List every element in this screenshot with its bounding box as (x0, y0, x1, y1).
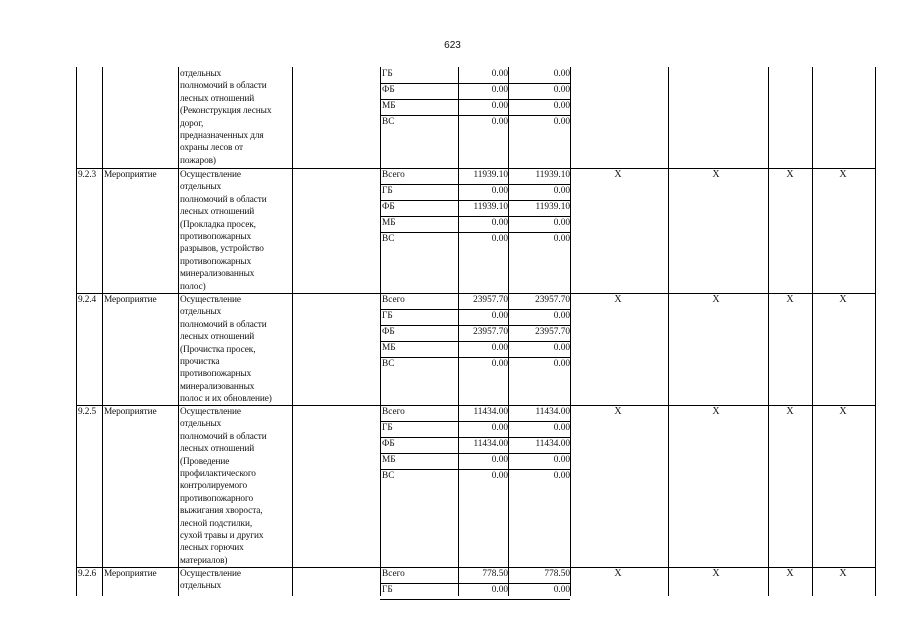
amount-plan: 11939.10 (473, 202, 508, 212)
amount-plan: 11434.00 (473, 407, 508, 417)
funding-source: ФБ (382, 327, 395, 337)
description-line: полномочий в области (180, 194, 267, 205)
mark-x: Х (614, 406, 622, 417)
funding-source: ГБ (382, 186, 393, 196)
description-line: пожаров) (180, 155, 216, 166)
description-line: противопожарного (180, 493, 254, 504)
page-number: 623 (444, 40, 461, 51)
amount-total: 778.50 (544, 569, 570, 579)
description-line: противопожарных (180, 256, 252, 267)
row-kind: Мероприятие (104, 569, 157, 579)
description-line: отдельных (180, 69, 222, 79)
amount-total: 0.00 (553, 455, 570, 465)
description-line: полномочий в области (180, 431, 267, 442)
funding-source: Всего (382, 170, 405, 180)
description-line: Осуществление (180, 170, 241, 180)
mark-x: Х (712, 406, 720, 417)
amount-plan: 23957.70 (473, 295, 508, 305)
amount-total: 0.00 (553, 117, 570, 127)
description-line: предназначенных для (180, 131, 264, 141)
funding-source: МБ (382, 101, 396, 111)
amount-plan: 778.50 (482, 569, 508, 579)
amount-total: 0.00 (553, 423, 570, 433)
amount-total: 0.00 (553, 311, 570, 321)
column-line (102, 67, 103, 596)
mark-x: Х (614, 294, 622, 305)
funding-source: ФБ (382, 202, 395, 212)
amount-total: 23957.70 (535, 295, 570, 305)
amount-plan: 0.00 (491, 311, 508, 321)
row-separator (380, 599, 570, 600)
description-line: лесных горючих (180, 543, 244, 554)
description-line: отдельных (180, 581, 222, 592)
amount-plan: 0.00 (491, 343, 508, 353)
description-line: Осуществление (180, 295, 241, 305)
description-line: профилактического (180, 469, 256, 479)
amount-total: 0.00 (553, 85, 570, 95)
description-line: минерализованных (180, 381, 255, 392)
amount-total: 0.00 (553, 343, 570, 353)
description-line: полномочий в области (180, 81, 267, 92)
amount-total: 11434.00 (535, 439, 570, 449)
description-line: материалов) (180, 555, 228, 566)
description-line: контролируемого (180, 481, 248, 492)
amount-plan: 0.00 (491, 85, 508, 95)
amount-plan: 0.00 (491, 218, 508, 228)
description-line: (Прокладка просек, (180, 219, 256, 230)
description-line: (Прочистка просек, (180, 344, 256, 355)
funding-source: ГБ (382, 423, 393, 433)
column-line (178, 67, 179, 596)
column-line (292, 67, 293, 596)
amount-plan: 0.00 (491, 423, 508, 433)
column-line (768, 67, 769, 596)
amount-plan: 0.00 (491, 455, 508, 465)
description-line: сухой травы и других (180, 531, 264, 541)
amount-plan: 11434.00 (473, 439, 508, 449)
row-number: 9.2.4 (78, 295, 97, 305)
description-line: (Проведение (180, 456, 230, 467)
mark-x: Х (786, 169, 794, 180)
amount-total: 0.00 (553, 234, 570, 244)
amount-total: 0.00 (553, 69, 570, 79)
mark-x: Х (614, 568, 622, 579)
column-line (570, 67, 571, 596)
amount-total: 0.00 (553, 359, 570, 369)
funding-source: МБ (382, 343, 396, 353)
funding-source: ВС (382, 359, 395, 369)
description-line: минерализованных (180, 269, 255, 280)
mark-x: Х (839, 294, 847, 305)
description-line: Осуществление (180, 569, 241, 579)
description-line: охраны лесов от (180, 143, 243, 154)
column-line (668, 67, 669, 596)
funding-source: Всего (382, 407, 405, 417)
description-line: лесной подстилки, (180, 518, 253, 529)
amount-total: 0.00 (553, 585, 570, 595)
description-line: разрывов, устройство (180, 244, 264, 255)
description-line: полос) (180, 281, 206, 292)
funding-source: ВС (382, 471, 395, 481)
amount-total: 11939.10 (535, 202, 570, 212)
row-kind: Мероприятие (104, 295, 157, 305)
funding-source: МБ (382, 218, 396, 228)
amount-total: 0.00 (553, 101, 570, 111)
row-number: 9.2.6 (78, 569, 97, 579)
amount-plan: 0.00 (491, 471, 508, 481)
amount-total: 23957.70 (535, 327, 570, 337)
column-line (812, 67, 813, 596)
mark-x: Х (839, 169, 847, 180)
amount-total: 0.00 (553, 186, 570, 196)
amount-plan: 11939.10 (473, 170, 508, 180)
mark-x: Х (712, 169, 720, 180)
description-line: дорог, (180, 118, 204, 129)
description-line: прочистка (180, 357, 220, 367)
description-line: лесных отношений (180, 207, 255, 218)
funding-source: ГБ (382, 311, 393, 321)
funding-source: ВС (382, 117, 395, 127)
description-line: лесных отношений (180, 444, 255, 455)
amount-total: 0.00 (553, 471, 570, 481)
row-kind: Мероприятие (104, 407, 157, 417)
row-kind: Мероприятие (104, 170, 157, 180)
mark-x: Х (614, 169, 622, 180)
row-number: 9.2.3 (78, 170, 97, 180)
funding-source: Всего (382, 569, 405, 579)
column-line (875, 67, 876, 596)
funding-source: ФБ (382, 439, 395, 449)
mark-x: Х (712, 568, 720, 579)
description-line: полос и их обновление) (180, 394, 272, 405)
mark-x: Х (786, 406, 794, 417)
mark-x: Х (786, 568, 794, 579)
mark-x: Х (712, 294, 720, 305)
mark-x: Х (786, 294, 794, 305)
funding-source: Всего (382, 295, 405, 305)
description-line: полномочий в области (180, 319, 267, 330)
description-line: лесных отношений (180, 93, 255, 104)
funding-source: МБ (382, 455, 396, 465)
amount-plan: 0.00 (491, 186, 508, 196)
amount-total: 0.00 (553, 218, 570, 228)
amount-plan: 0.00 (491, 101, 508, 111)
description-line: противопожарных (180, 369, 252, 380)
column-line (76, 67, 77, 596)
description-line: противопожарных (180, 232, 252, 242)
description-line: выжигания хвороста, (180, 506, 263, 517)
amount-plan: 0.00 (491, 69, 508, 79)
funding-source: ВС (382, 234, 395, 244)
funding-source: ГБ (382, 69, 393, 79)
amount-plan: 0.00 (491, 117, 508, 127)
row-number: 9.2.5 (78, 407, 97, 417)
amount-plan: 0.00 (491, 359, 508, 369)
description-line: отдельных (180, 307, 222, 318)
amount-total: 11434.00 (535, 407, 570, 417)
amount-plan: 23957.70 (473, 327, 508, 337)
amount-plan: 0.00 (491, 585, 508, 595)
amount-plan: 0.00 (491, 234, 508, 244)
mark-x: Х (839, 568, 847, 579)
description-line: Осуществление (180, 407, 241, 417)
description-line: отдельных (180, 419, 222, 430)
mark-x: Х (839, 406, 847, 417)
description-line: лесных отношений (180, 332, 255, 343)
description-line: (Реконструкция лесных (180, 106, 272, 117)
funding-source: ФБ (382, 85, 395, 95)
funding-source: ГБ (382, 585, 393, 595)
column-line (380, 67, 381, 596)
description-line: отдельных (180, 182, 222, 193)
amount-total: 11939.10 (535, 170, 570, 180)
